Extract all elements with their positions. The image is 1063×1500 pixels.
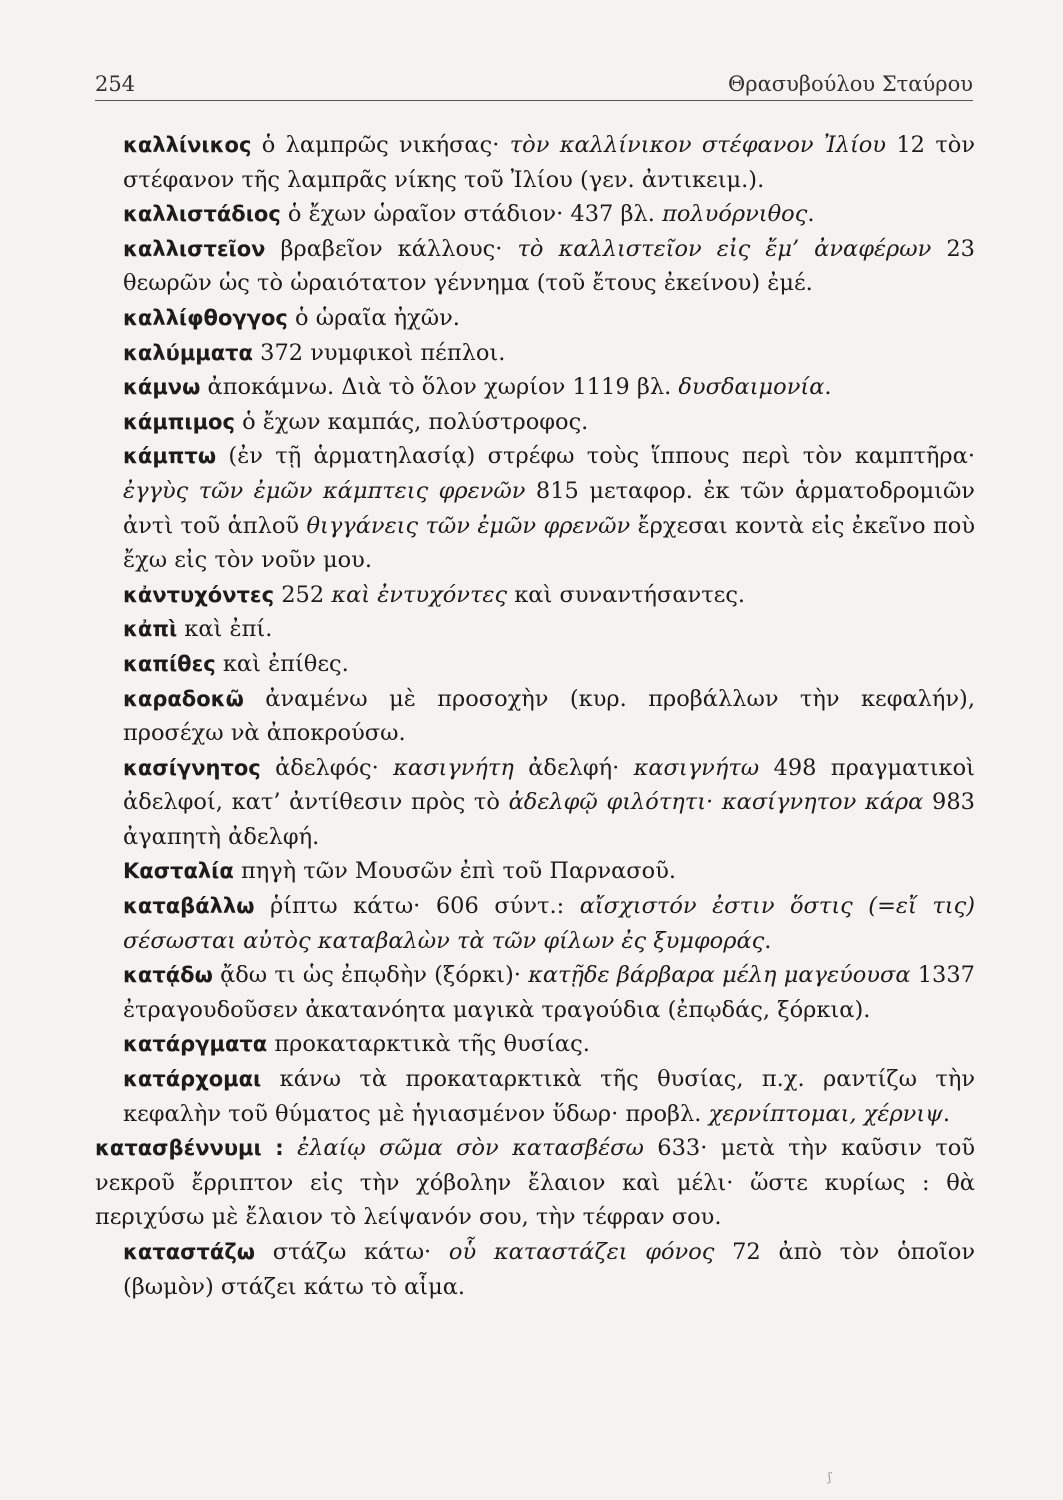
entry-quote: ἐγγὺς τῶν ἐμῶν κάμπτεις φρενῶν bbox=[123, 477, 526, 504]
entry-text: στάζω κάτω· bbox=[255, 1239, 449, 1265]
entry-text: (ἐν τῇ ἁρματηλασίᾳ) στρέφω τοὺς ἵππους περὶ τὸν καμπτῆρα· bbox=[216, 443, 975, 470]
glossary-entry bbox=[95, 612, 975, 647]
entry-quote: θιγγάνεις τῶν ἐμῶν φρενῶν bbox=[306, 512, 631, 539]
entry-lemma: κατασβέννυμι : bbox=[95, 1136, 284, 1161]
entry-text: 252 bbox=[274, 581, 332, 608]
glossary-entry bbox=[95, 370, 975, 405]
entry-lemma: καλλιστάδιος bbox=[123, 202, 281, 227]
entry-text: ὁ ἔχων καμπάς, πολύστροφος. bbox=[234, 408, 589, 435]
glossary-entry bbox=[95, 301, 975, 336]
entry-text: καὶ ἐπίθες. bbox=[215, 650, 349, 677]
entry-text: καὶ ἐπί. bbox=[177, 616, 273, 643]
entry-quote: δυσδαιμονία bbox=[678, 374, 825, 401]
entry-text: 12 τὸν στέφανον τῆς λαμπρᾶς νίκης τοῦ Ἰλίου (γεν. ἀντικειμ.). bbox=[123, 132, 976, 193]
glossary-entry bbox=[95, 889, 975, 958]
entry-text: ῥίπτω κάτω· 606 σύντ.: bbox=[254, 893, 580, 920]
entry-text: 1337 ἐτραγουδοῦσεν ἀκατανόητα μαγικὰ τραγούδια (ἐπῳδάς, ξόρκια). bbox=[123, 962, 976, 1023]
entry-lemma: κατάρχομαι bbox=[123, 1067, 262, 1092]
entry-quote: πολυόρνιθος bbox=[662, 201, 808, 228]
glossary-entry bbox=[95, 197, 975, 232]
glossary-entry bbox=[95, 854, 975, 889]
entry-text: 23 θεωρῶν ὡς τὸ ὡραιότατον γέννημα (τοῦ ἔτους ἐκείνου) ἐμέ. bbox=[123, 235, 975, 297]
entry-lemma: κατᾴδω bbox=[123, 963, 213, 988]
entry-quote: κασιγνήτη bbox=[393, 754, 514, 781]
glossary-entry bbox=[95, 336, 975, 371]
entry-quote: τὸν καλλίνικον στέφανον Ἰλίου bbox=[509, 132, 886, 158]
entry-text: . bbox=[942, 1100, 950, 1127]
page-header bbox=[95, 66, 973, 102]
entry-text: καὶ συναντήσαντες. bbox=[507, 581, 746, 608]
glossary-entries bbox=[95, 128, 975, 1304]
entry-lemma: κἀντυχόντες bbox=[123, 582, 275, 607]
entry-lemma: κάμπιμος bbox=[123, 409, 235, 434]
glossary-entry bbox=[95, 578, 975, 613]
entry-text: πηγὴ τῶν Μουσῶν ἐπὶ τοῦ Παρνασοῦ. bbox=[233, 858, 677, 885]
entry-text: προκαταρκτικὰ τῆς θυσίας. bbox=[267, 1031, 590, 1058]
entry-text: 633· μετὰ τὴν καῦσιν τοῦ νεκροῦ ἔρριπτον εἰς τὴν χόβολην ἔλαιον καὶ μέλι· ὥστε κυρίως : θὰ περιχύσω μὲ ἔλαιον τὸ λείψανόν σου, τὴν τέφραν σου. bbox=[95, 1135, 976, 1231]
entry-lemma: καπίθες bbox=[123, 651, 216, 676]
page-number: 254 bbox=[95, 72, 136, 96]
entry-lemma: καλύμματα bbox=[123, 340, 253, 365]
entry-lemma: κατάργματα bbox=[123, 1032, 268, 1057]
entry-text bbox=[284, 1135, 297, 1161]
header-rule bbox=[95, 100, 973, 101]
glossary-entry bbox=[95, 647, 975, 682]
entry-text: βραβεῖον κάλλους· bbox=[265, 235, 518, 262]
entry-lemma: καραδοκῶ bbox=[123, 686, 244, 711]
entry-text: ἀδελφός· bbox=[260, 754, 394, 781]
entry-text: ἀναμένω μὲ προσοχὴν (κυρ. προβάλλων τὴν κεφαλήν), προσέχω νὰ ἀποκρούσω. bbox=[123, 685, 975, 747]
entry-lemma: κάμπτω bbox=[123, 444, 217, 469]
entry-text: . bbox=[807, 201, 815, 228]
entry-lemma: καταστάζω bbox=[123, 1240, 256, 1264]
entry-text: 72 ἀπὸ τὸν ὁποῖον (βωμὸν) στάζει κάτω τὸ αἷμα. bbox=[123, 1239, 975, 1300]
glossary-entry bbox=[95, 1235, 975, 1304]
entry-lemma: κἀπὶ bbox=[123, 617, 178, 642]
entry-lemma: Κασταλία bbox=[123, 859, 234, 884]
glossary-entry bbox=[95, 1131, 975, 1235]
entry-lemma: καλλιστεῖον bbox=[123, 236, 266, 261]
glossary-entry bbox=[95, 682, 975, 751]
entry-text: 815 μεταφορ. ἐκ τῶν ἁρματοδρομιῶν ἀντὶ τοῦ ἁπλοῦ bbox=[123, 477, 975, 539]
entry-text: ἀδελφή· bbox=[513, 754, 634, 781]
entry-text: 983 ἀγαπητὴ ἀδελφή. bbox=[123, 789, 975, 850]
entry-text: 372 νυμφικοὶ πέπλοι. bbox=[252, 339, 506, 366]
entry-lemma: κασίγνητος bbox=[123, 755, 261, 780]
entry-quote: ἐλαίῳ σῶμα σὸν κατασβέσω bbox=[297, 1135, 644, 1162]
glossary-entry bbox=[95, 405, 975, 440]
entry-lemma: κάμνω bbox=[123, 375, 201, 400]
glossary-entry bbox=[95, 1062, 975, 1131]
entry-text: κάνω τὰ προκαταρκτικὰ τῆς θυσίας, π.χ. ραντίζω τὴν κεφαλὴν τοῦ θύματος μὲ ἡγιασμένον ὕδωρ· προβλ. bbox=[123, 1066, 975, 1127]
ink-mark: ʃ bbox=[828, 1470, 832, 1484]
entry-quote: κατῇδε βάρβαρα μέλη μαγεύουσα bbox=[528, 962, 911, 989]
entry-text: . bbox=[764, 927, 772, 954]
entry-quote: οὗ καταστάζει φόνος bbox=[448, 1239, 715, 1265]
entry-quote: κασιγνήτω bbox=[633, 754, 760, 781]
running-title: Θρασυβούλου Σταύρου bbox=[728, 72, 973, 96]
glossary-entry bbox=[95, 1027, 975, 1062]
entry-quote: χερνίπτομαι, χέρνιψ bbox=[708, 1100, 943, 1127]
entry-quote: τὸ καλλιστεῖον εἰς ἔμ’ ἀναφέρων bbox=[517, 235, 932, 262]
entry-quote: ἀδελφῷ φιλότητι· κασίγνητον κάρα bbox=[508, 789, 924, 816]
entry-text: ἀποκάμνω. Διὰ τὸ ὅλον χωρίον 1119 βλ. bbox=[200, 374, 679, 401]
entry-text: . bbox=[824, 374, 832, 401]
entry-text: ἔρχεσαι κοντὰ εἰς ἐκεῖνο ποὺ ἔχω εἰς τὸν νοῦν μου. bbox=[123, 512, 975, 574]
glossary-entry bbox=[95, 958, 975, 1027]
entry-text: ὁ ἔχων ὡραῖον στάδιον· 437 βλ. bbox=[280, 201, 663, 228]
glossary-entry bbox=[95, 751, 975, 855]
entry-quote: καὶ ἐντυχόντες bbox=[331, 581, 508, 608]
entry-lemma: καλλίνικος bbox=[123, 133, 252, 157]
entry-lemma: καταβάλλω bbox=[123, 894, 255, 919]
entry-text: 498 πραγματικοὶ ἀδελφοί, κατ’ ἀντίθεσιν πρὸς τὸ bbox=[123, 754, 975, 816]
entry-text: ὁ ὡραῖα ἠχῶν. bbox=[287, 304, 460, 331]
glossary-entry bbox=[95, 232, 975, 301]
glossary-entry bbox=[95, 439, 975, 577]
entry-text: ᾄδω τι ὡς ἐπῳδὴν (ξόρκι)· bbox=[212, 962, 529, 989]
entry-text: ὁ λαμπρῶς νικήσας· bbox=[251, 132, 510, 158]
entry-lemma: καλλίφθογγος bbox=[123, 305, 288, 330]
entry-quote: αἴσχιστόν ἐστιν ὅστις (=εἴ τις) σέσωσται αὐτὸς καταβαλὼν τὰ τῶν φίλων ἐς ξυμφοράς bbox=[123, 893, 975, 954]
glossary-entry bbox=[95, 128, 975, 197]
